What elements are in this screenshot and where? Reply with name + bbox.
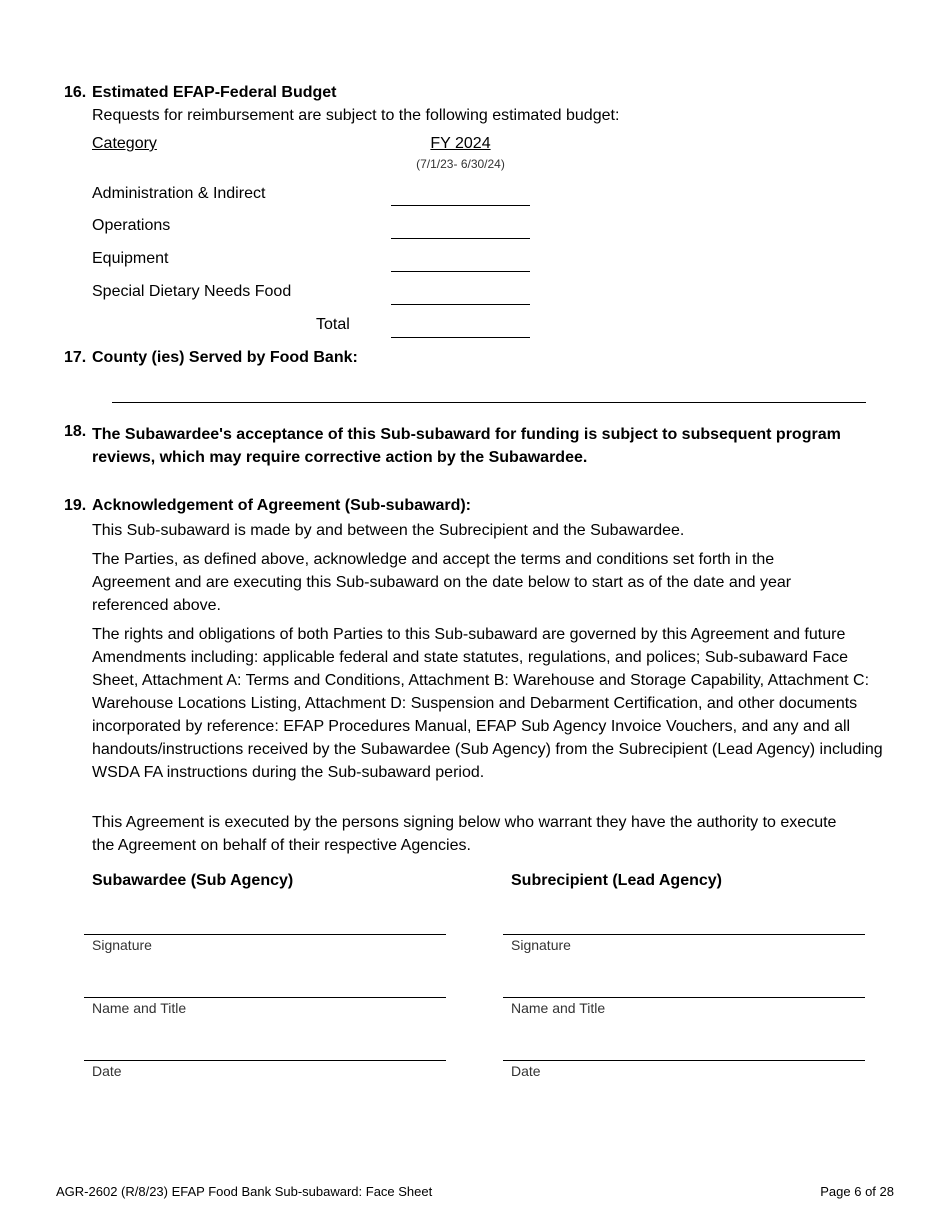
date-label: Date	[511, 1063, 541, 1079]
total-input[interactable]	[391, 337, 530, 338]
fy-header: FY 2024	[430, 135, 491, 152]
fy-range: (7/1/23- 6/30/24)	[416, 157, 505, 171]
signature-label: Signature	[511, 937, 571, 953]
section-19-paragraph: The Parties, as defined above, acknowledge and accept the terms and conditions set forth in the Agreement and are executing this Sub-subaward on the date below to start as of the date and year referenced above.	[92, 551, 792, 614]
category-header: Category	[92, 135, 157, 152]
section-16-title: Estimated EFAP-Federal Budget	[92, 84, 337, 101]
subawardee-signature-line[interactable]	[84, 934, 446, 935]
name-title-label: Name and Title	[92, 1000, 187, 1016]
section-18-text: The Subawardee's acceptance of this Sub-subaward for funding is subject to subsequent program reviews, which may require corrective action by the Subawardee.	[92, 426, 841, 466]
budget-row-input[interactable]	[391, 304, 530, 305]
section-19-paragraph: The rights and obligations of both Parties to this Sub-subaward are governed by this Agreement and future Amendments including: applicable federal and state statutes, regulations, and polices; Sub-subaward Face Sheet, Attachment A: Terms and Conditions, Attachment B: Warehouse and Storage Capability, Attachment C: Warehouse Locations Listing, Attachment D: Suspension and Debarment Certification, and other documents incorporated by reference: EFAP Procedures Manual, EFAP Sub Agency Invoice Vouchers, and any and all handouts/instructions received by the Subawardee (Sub Agency) from the Subrecipient (Lead Agency) including WSDA FA instructions during the Sub-subaward period.	[92, 626, 883, 781]
subawardee-heading: Subawardee (Sub Agency)	[92, 872, 294, 889]
footer-form-id: AGR-2602 (R/8/23) EFAP Food Bank Sub-subaward: Face Sheet	[56, 1184, 433, 1199]
budget-row-label: Equipment	[92, 250, 169, 267]
section-18-number: 18.	[64, 423, 87, 440]
footer-page-number: Page 6 of 28	[820, 1184, 894, 1199]
section-16-number: 16.	[64, 84, 87, 101]
section-19-paragraph: This Sub-subaward is made by and between the Subrecipient and the Subawardee.	[92, 522, 685, 539]
budget-row-input[interactable]	[391, 205, 530, 206]
subrecipient-heading: Subrecipient (Lead Agency)	[511, 872, 722, 889]
subrecipient-signature-line[interactable]	[503, 934, 865, 935]
county-input[interactable]	[112, 402, 866, 403]
total-label: Total	[316, 316, 350, 333]
date-label: Date	[92, 1063, 122, 1079]
section-19-number: 19.	[64, 497, 87, 514]
budget-row-label: Special Dietary Needs Food	[92, 283, 292, 300]
subrecipient-date-line[interactable]	[503, 1060, 865, 1061]
budget-row-label: Operations	[92, 217, 171, 234]
section-19-title: Acknowledgement of Agreement (Sub-subaward):	[92, 497, 471, 514]
subawardee-name-title-line[interactable]	[84, 997, 446, 998]
budget-row-input[interactable]	[391, 271, 530, 272]
budget-row-input[interactable]	[391, 238, 530, 239]
budget-intro: Requests for reimbursement are subject to the following estimated budget:	[92, 107, 620, 124]
signature-label: Signature	[92, 937, 152, 953]
section-17-number: 17.	[64, 349, 87, 366]
name-title-label: Name and Title	[511, 1000, 606, 1016]
section-17-title: County (ies) Served by Food Bank:	[92, 349, 358, 366]
section-19-paragraph: This Agreement is executed by the persons signing below who warrant they have the authority to execute the Agreement on behalf of their respective Agencies.	[92, 814, 837, 854]
budget-row-label: Administration & Indirect	[92, 185, 266, 202]
subawardee-date-line[interactable]	[84, 1060, 446, 1061]
subrecipient-name-title-line[interactable]	[503, 997, 865, 998]
